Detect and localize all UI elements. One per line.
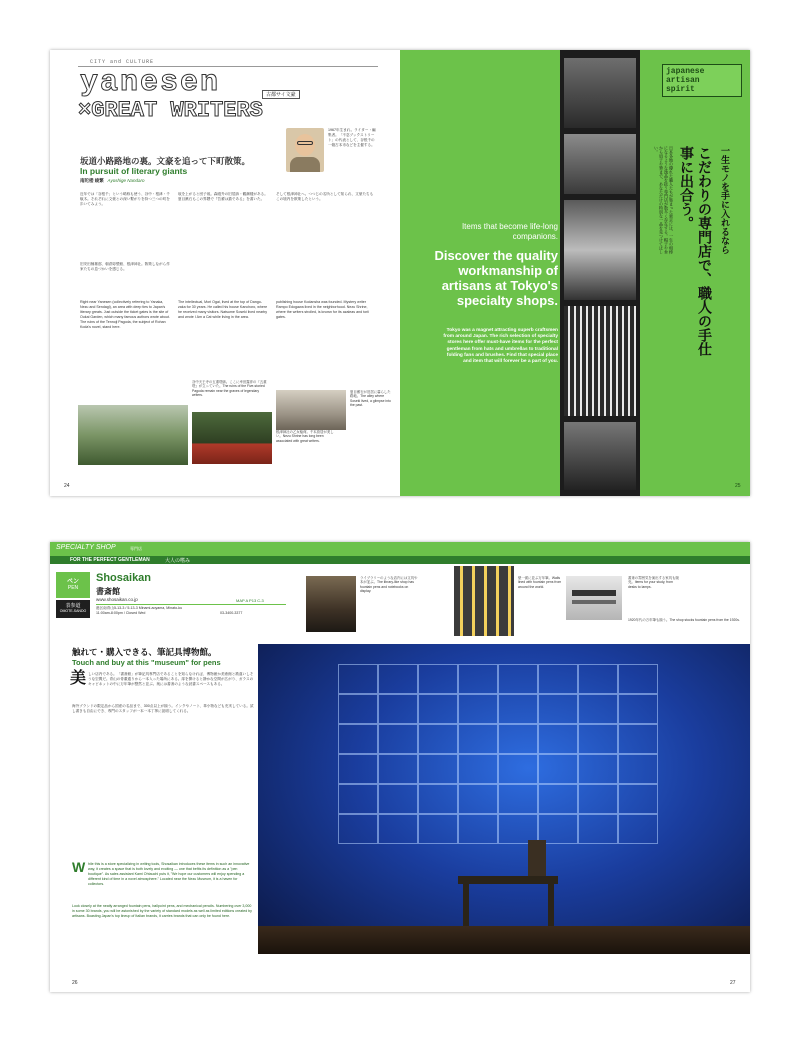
- headline-en-2: Touch and buy at this "museum" for pens: [72, 658, 221, 667]
- body-en-col1: Right near Yanesen (collectively referring to Yanaka, Nezu and Sendagi), an area with deep ties to Japan's literary greats. Just outside the ticket gates is the site of Oukai Garden, which many famous authors wrote about. The ruins of the Tennoji Pagoda, the subject of Rohan Koda's novel, stand here.: [80, 300, 170, 329]
- page-number-24: 24: [64, 483, 70, 489]
- caption-pen-wall: 壁一面に並ぶ万年筆。Walls lined with fountain pens from around the world.: [518, 576, 562, 589]
- lead-en: Items that become life-long companions.: [461, 222, 558, 241]
- body-en-article: hile this is a store specializing in writing tools, Shosaikan introduces these items in such an innovative way, it creates a space that is both lovely and exciting — one that befits its definition as a "pen boutique". As sales assistant Kami Ohtauchi puts it, "We hope our customers will enjoy spending a different kind of time in a novel atmosphere." Located near the Nezu Museum, it is a haven for collectors.: [88, 862, 250, 886]
- body-jp-col3: 坂を上がると団子坂。森鴎外の旧居跡・観潮楼がある。夏目漱石もこの界隈で『吾輩は猫である』を書いた。: [178, 192, 268, 201]
- category-jp: ペン: [66, 579, 79, 585]
- magazine-spread-top: [50, 50, 750, 496]
- body-jp-article-2: 海外ブランドの限定品から国産の名品まで、300点以上が揃う。インクやノート、革小物なども充実している。試し書きも自由にでき、専門のスタッフが一本一本丁寧に説明してくれる。: [72, 704, 254, 713]
- shop-url[interactable]: www.shosaikan.co.jp: [96, 597, 138, 602]
- strip-en: FOR THE PERFECT GENTLEMAN: [70, 557, 150, 563]
- dropcap-jp: 美: [70, 670, 87, 687]
- park-photo: [78, 405, 188, 465]
- map-ref: MAP A P13 C-3: [236, 598, 264, 603]
- area-jp: 表参道: [65, 603, 81, 609]
- left-page-24: [50, 50, 400, 496]
- body-jp-article: しい店内である。「書斎館」が筆記具専門店であることを知らなければ、博物館か美術館と勘違いしそうな空間だ。青山の骨董通りから一本入った場所にある。扉を開けると静かな空間が広がり、ガラスのキャビネットの中に万年筆が整然と並ぶ。奥には書斎のような読書スペースもある。: [88, 672, 254, 686]
- subtitle-jp: 坂道小路路地の裏。文豪を追って下町散策。: [80, 156, 251, 166]
- headline-jp-2: 触れて・購入できる、筆記具博物館。: [72, 647, 217, 657]
- body-en: Tokyo was a magnet attracting superb craftsmen from around Japan. The rich selection of specialty stores here offer must-have items for the perfect gentleman from hats and umbrellas to traditional folding fans and brushes. Find that special place and item that will forever be a part of you.: [443, 328, 558, 365]
- byline-jp: 南陀楼 綾繁: [80, 178, 104, 183]
- subhead-jp: 一生モノを手に入れるなら: [720, 146, 730, 254]
- byline-en: Ayoshige Nandaro: [107, 178, 145, 183]
- category-badge: [56, 572, 90, 598]
- subtitle-en: In pursuit of literary giants: [80, 166, 188, 176]
- right-page-25: [400, 50, 750, 496]
- caption-study: 書斎の雰囲気を演出する家具も販売。Items for your study, from desks to lamps.: [628, 576, 679, 589]
- byline: [80, 178, 145, 184]
- artisan-tag: [662, 64, 742, 97]
- body-en-col3: publishing house Kodansha was founded. Mystery writer Rampo Edogawa lived in the neighborhood. Nezu Shrine, where the writers strolled, is known for its azaleas and torii gates.: [276, 300, 369, 319]
- caption-shrine: 根津神社の乙女稲荷。千本鳥居が美しい。Nezu Shrine has long been associated with great writers.: [276, 430, 334, 443]
- caption-alley: 夏目漱石が旧居に暮らした路地。The alley where Soseki lived, a glimpse into the past.: [350, 390, 391, 407]
- section-label: CITY and CULTURE: [90, 59, 155, 65]
- page-number-26: 26: [72, 980, 78, 986]
- body-en-article-2: Look closely at the neatly arranged fountain pens, ballpoint pens, and mechanical pencils. Numbering over 3,000 in some 30 brands, you will be astonished by the variety of standard models as well as limited editions created by artisans. Boasting Japan's top lineup of Italian brands, it carries brands that can only be found here.: [72, 904, 252, 918]
- dropcap-en: W: [72, 859, 86, 875]
- body-jp-col4: そして根津神社へ。つつじの名所として知られ、文豪たちもこの境内を散策したという。: [276, 192, 374, 201]
- author-photo: [286, 128, 324, 172]
- strip-jp: 大人の嗜み: [165, 558, 191, 564]
- shop-name-jp: 書斎館: [96, 587, 120, 596]
- page-number-27: 27: [730, 980, 736, 986]
- showcase-photo: [258, 644, 750, 954]
- title-great-writers: ×GREAT WRITERS: [78, 98, 263, 123]
- library-photo: [306, 576, 356, 632]
- tag-line1: japanese: [666, 67, 705, 76]
- gentleman-strip: [50, 556, 750, 564]
- author-bio: 1967年生まれ。ライター・編集者。「不忍ブックストリート」の代表として、谷根千の一箱古本市などを主催する。: [328, 128, 376, 147]
- category-en: PEN: [67, 585, 79, 591]
- caption-pagoda: 谷中天王寺の五重塔跡。ここに幸田露伴の『五重塔』が立っていた。The ruins of the Five-storied Pagoda remain near the graves of legendary writers.: [192, 380, 267, 397]
- page-number-25: 25: [735, 483, 741, 489]
- body-jp-vertical: 日本各地の優れた職人たちが集まった東京には、一生の相棒になるような逸品を扱う専門店が数多く存在する。帽子や傘から扇子や筆まで、あなただけの特別な一品を見つけてほしい。: [654, 146, 674, 254]
- section-specialty: SPECIALTY SHOP: [56, 544, 116, 551]
- header-band: [50, 542, 750, 556]
- headline-jp: こだわりの専門店で、職人の手仕事に出合う。: [679, 146, 713, 356]
- body-jp-col1: 近年では「谷根千」という略称も使う、谷中・根津・千駄木。それぞれに文豪との深い繋がりを持つ三つの町を歩いてみよう。: [80, 192, 170, 206]
- pen-wall-photo: [454, 566, 514, 636]
- body-jp-col2: 旧安田楠雄邸、朝倉彫塑館、根津神社。散策しながら作家たちの息づかいを感じる。: [80, 262, 170, 271]
- caption-library: ライブラリーのような店内には文具や本が並ぶ。The library-like shop has fountain pens and notebooks on display.: [360, 576, 418, 593]
- magazine-spread-bottom: [50, 542, 750, 992]
- caption-vintage: 1920年代の万年筆も揃う。The shop stocks fountain pens from the 1920s.: [628, 618, 740, 622]
- shop-tel: 03-3400-3377: [220, 611, 243, 615]
- shop-info-rule: [96, 604, 286, 605]
- section-jp-tag: 古都サイ文豪: [262, 90, 300, 99]
- title-yanesen: yanesen: [80, 66, 221, 100]
- alley-photo: [276, 390, 346, 430]
- area-en: OMOTE-SANDO: [59, 609, 87, 613]
- tag-line3: spirit: [666, 85, 695, 94]
- title-en: Discover the quality workmanship of artisans at Tokyo's specialty shops.: [434, 248, 558, 308]
- shop-photo-strip: [560, 50, 640, 496]
- shop-address: 港区南青山5-13-3 / 5-13-3 Minami-aoyama, Minato-ku: [96, 606, 183, 610]
- shop-name-en: Shosaikan: [96, 572, 152, 584]
- shrine-photo: [192, 412, 272, 464]
- body-en-col2: The intellectual, Mori Ogai, lived at the top of Dango-zaka for 30 years. He called his house Kanchoro, where he received many visitors. Natsume Soseki lived nearby and wrote I Am a Cat while living in the area.: [178, 300, 268, 319]
- area-badge: [56, 600, 90, 618]
- section-specialty-jp: 専門店: [130, 546, 142, 551]
- tag-line2: artisan: [666, 76, 700, 85]
- study-photo: [566, 576, 622, 620]
- shop-hours: 11:00am-8:00pm / Closed Wed: [96, 611, 146, 615]
